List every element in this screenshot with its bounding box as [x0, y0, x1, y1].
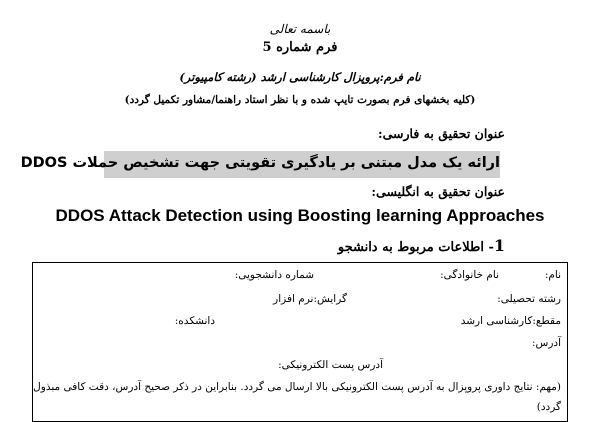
english-title-label: عنوان تحقیق به انگلیسی:: [371, 184, 505, 199]
faculty-field: دانشکده:: [174, 315, 215, 327]
student-section-heading: [338, 236, 505, 255]
bismillah-heading: باسمه تعالی: [269, 22, 331, 36]
student-id-field: شماره دانشجویی:: [234, 269, 314, 281]
email-note-end: گردد): [536, 401, 561, 413]
form-instruction: (کلیه بخشهای فرم بصورت تایپ شده و با نظر استاد راهنما/مشاور تکمیل گردد): [124, 94, 476, 106]
address-field: آدرس:: [531, 337, 561, 349]
persian-research-title: ارائه یک مدل مبتنی بر یادگیری تقویتی جهت تشخیص حملات DDOS: [20, 155, 500, 171]
english-research-title: DDOS Attack Detection using Boosting learning Approaches: [55, 206, 545, 225]
email-note: (مهم: نتایج داوری پروپزال به آدرس پست الکترونیکی بالا ارسال می گردد. بنابراین در ذکر صحیح آدرس، دقت کافی مبذول: [33, 381, 561, 393]
section-title: - اطلاعات مربوط به دانشجو: [337, 240, 494, 255]
specialty-field: گرایش:نرم افزار: [273, 293, 347, 305]
first-name-field: نام:: [544, 269, 561, 281]
last-name-field: نام خانوادگی:: [440, 269, 499, 281]
field-of-study: رشته تحصیلی:: [497, 293, 561, 305]
section-number: 1: [493, 236, 505, 255]
form-number: فرم شماره 5: [262, 40, 338, 55]
student-info-box: [32, 262, 568, 422]
degree-field: مقطع:کارشناسی ارشد: [460, 315, 561, 327]
persian-title-label: عنوان تحقیق به فارسی:: [378, 126, 505, 141]
form-name: نام فرم:پروپزال کارشناسی ارشد (رشته کامپیوتر): [179, 70, 421, 84]
email-field: آدرس پست الکترونیکی:: [278, 359, 383, 371]
